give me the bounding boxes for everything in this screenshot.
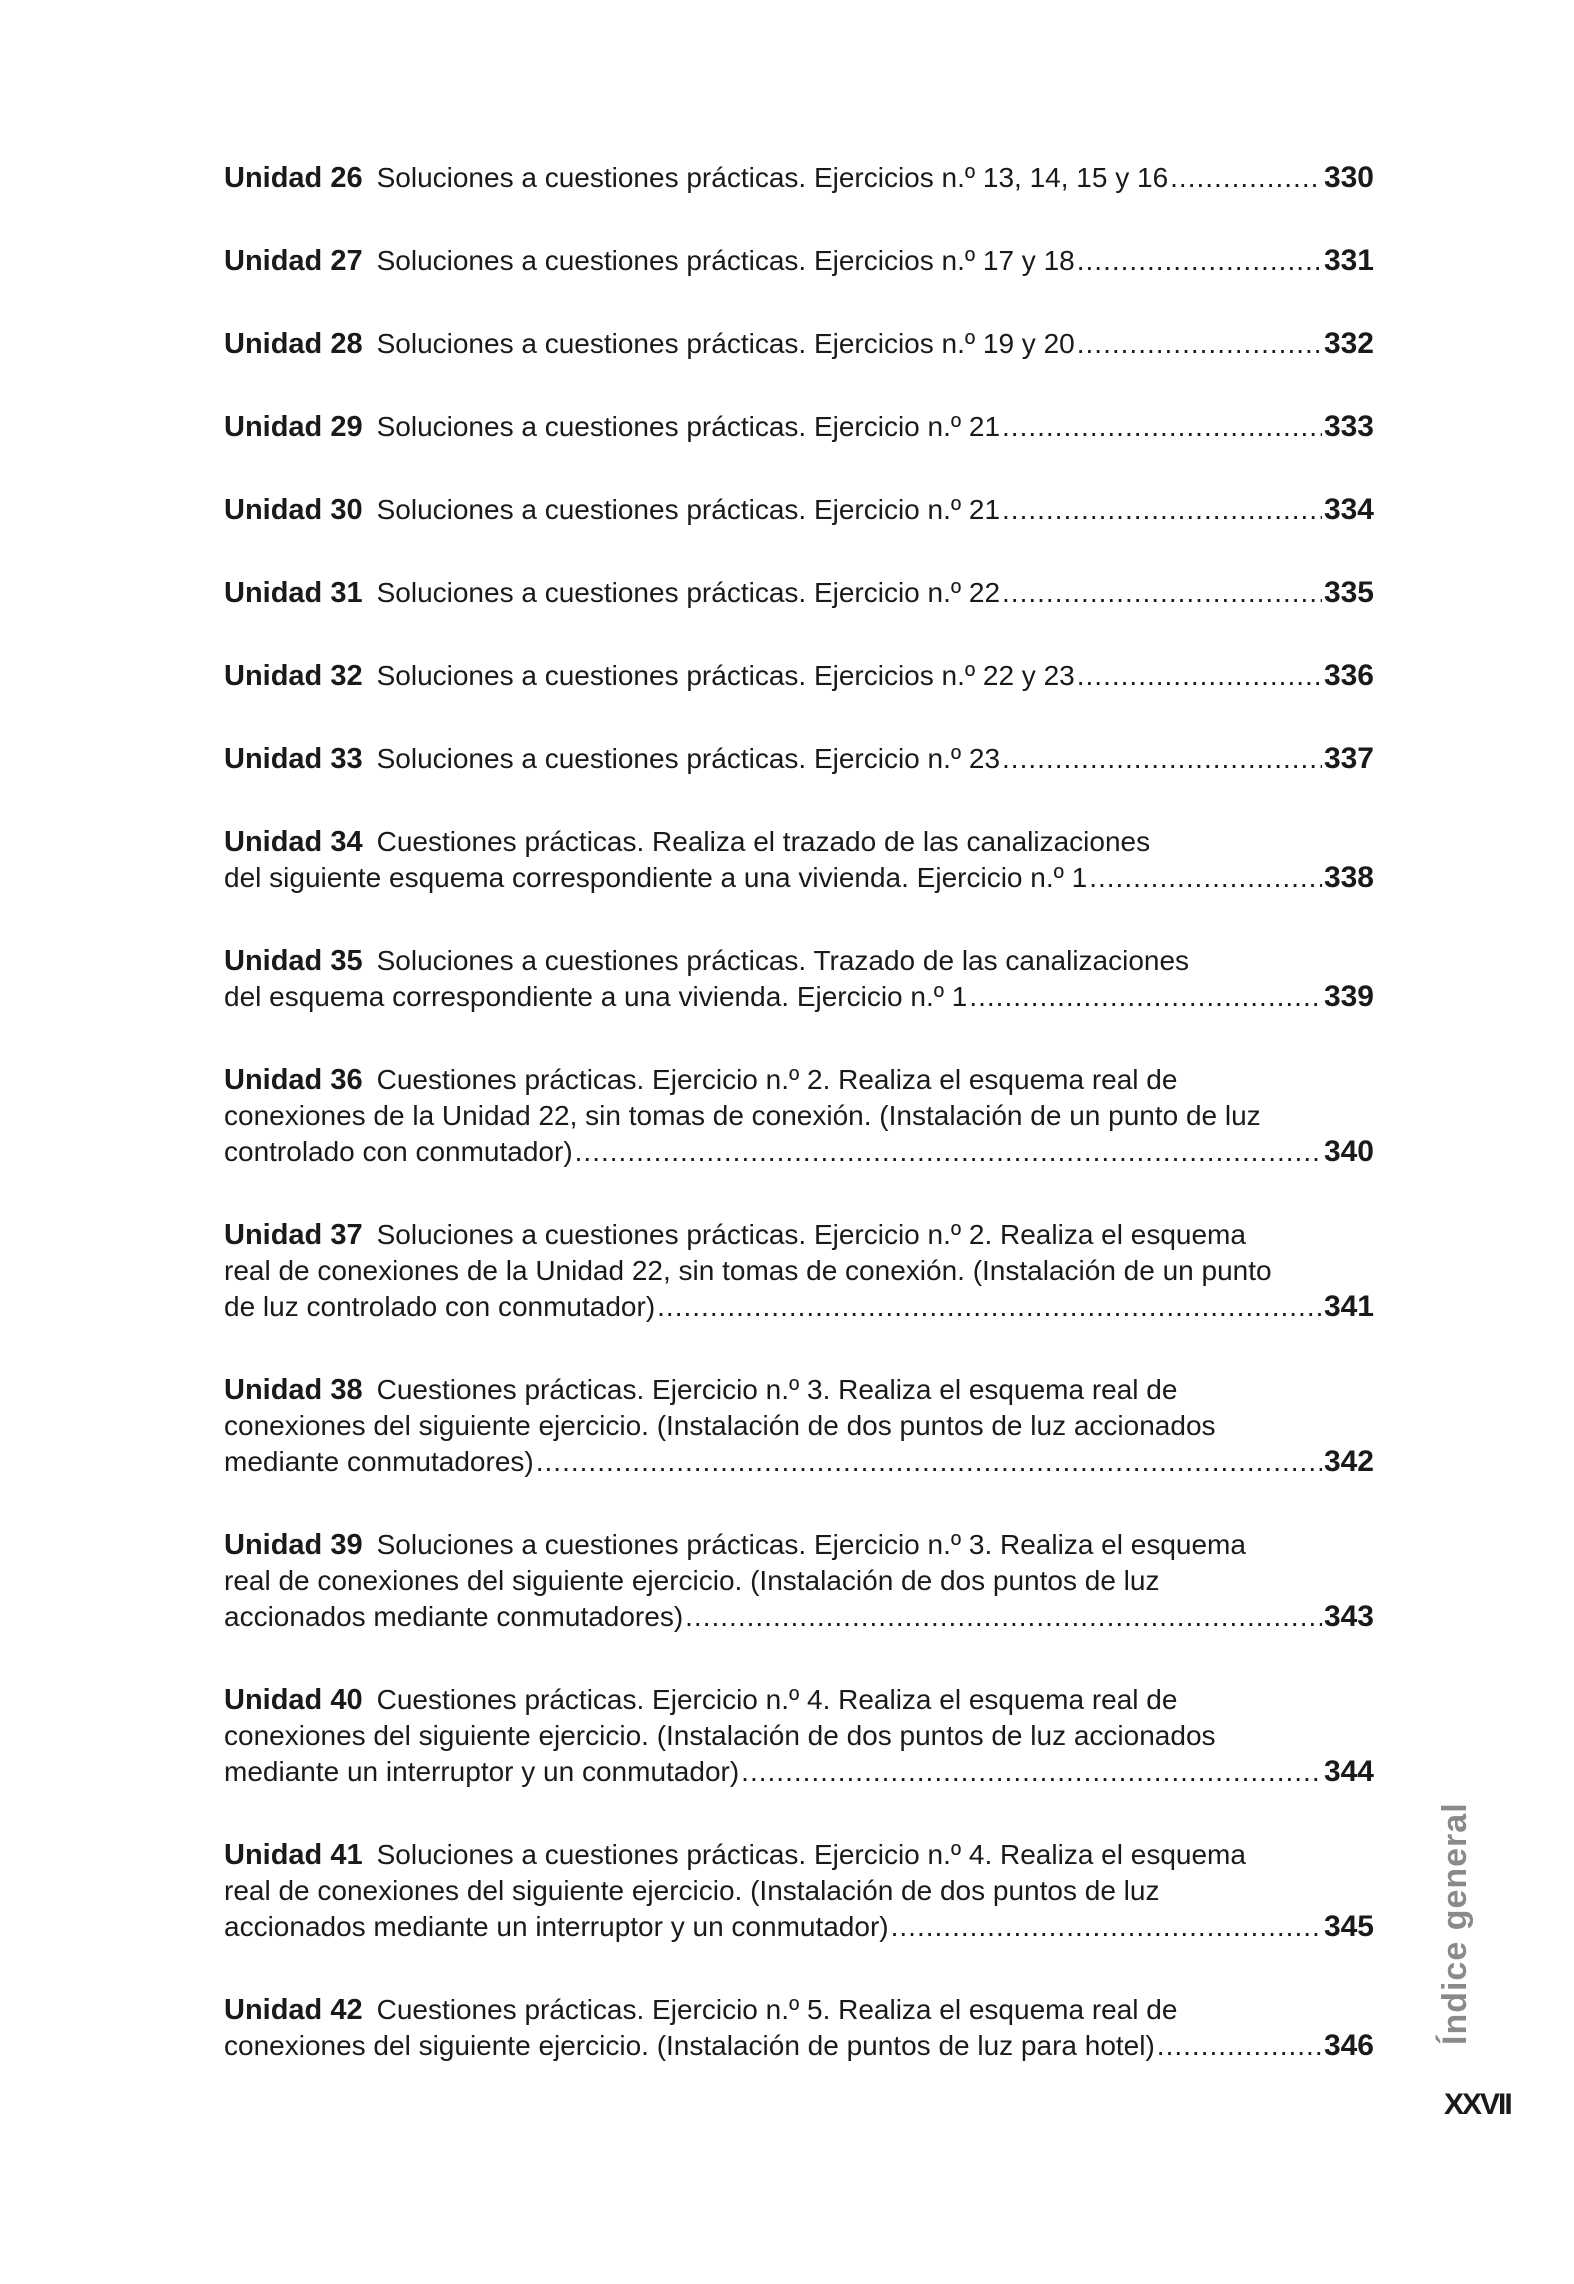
toc-entry[interactable]	[224, 326, 1374, 362]
toc-entry-text: real de conexiones del siguiente ejercicio. (Instalación de dos puntos de luz	[224, 1565, 1160, 1596]
toc-entry-text	[224, 2028, 1155, 2064]
toc-entry-title: Soluciones a cuestiones prácticas. Ejercicio n.º 23	[376, 743, 1001, 774]
toc-entry-last-line	[224, 492, 1374, 528]
dot-leader	[741, 1754, 1322, 1790]
toc-entry[interactable]	[224, 943, 1374, 1015]
toc-entry-line	[224, 1718, 1374, 1754]
toc-entry-title: Soluciones a cuestiones prácticas. Ejercicios n.º 17 y 18	[376, 245, 1075, 276]
toc-entry-last-line	[224, 1444, 1374, 1480]
toc-entry-title: del esquema correspondiente a una vivienda. Ejercicio n.º 1	[224, 981, 968, 1012]
toc-unit-label: Unidad 30	[224, 494, 363, 526]
toc-entry-last-line	[224, 243, 1374, 279]
toc-entry[interactable]	[224, 409, 1374, 445]
toc-entry-text: Soluciones a cuestiones prácticas. Ejercicio n.º 2. Realiza el esquema	[376, 1219, 1246, 1250]
toc-entry-title: Soluciones a cuestiones prácticas. Ejercicios n.º 19 y 20	[376, 328, 1075, 359]
toc-entry-text	[224, 492, 1000, 528]
toc-entry-last-line	[224, 979, 1374, 1015]
toc-entry-first-line	[224, 1527, 1374, 1563]
toc-entry-text: Cuestiones prácticas. Ejercicio n.º 2. Realiza el esquema real de	[376, 1064, 1178, 1095]
toc-entry-last-line	[224, 658, 1374, 694]
toc-entry-last-line	[224, 160, 1374, 196]
toc-page-number[interactable]: 331	[1323, 244, 1374, 277]
toc-entry-title: accionados mediante un interruptor y un conmutador)	[224, 1911, 889, 1942]
toc-page-number[interactable]: 334	[1323, 493, 1374, 526]
dot-leader	[1002, 492, 1322, 528]
toc-entry-first-line	[224, 1837, 1374, 1873]
toc-unit-label: Unidad 34	[224, 826, 363, 858]
toc-entry-text	[224, 1289, 655, 1325]
toc-unit-label: Unidad 38	[224, 1374, 363, 1406]
toc-entry[interactable]	[224, 1527, 1374, 1635]
toc-entry[interactable]	[224, 1682, 1374, 1790]
toc-entry-title: controlado con conmutador)	[224, 1136, 573, 1167]
toc-entry-first-line	[224, 1682, 1374, 1718]
toc-page-number[interactable]: 333	[1323, 410, 1374, 443]
dot-leader	[685, 1599, 1322, 1635]
toc-unit-label: Unidad 33	[224, 743, 363, 775]
toc-entry-text	[224, 1754, 739, 1790]
page-number: XXVII	[1444, 2088, 1511, 2121]
toc-unit-label: Unidad 42	[224, 1994, 363, 2026]
toc-entry-text	[224, 741, 1000, 777]
toc-page-number[interactable]: 341	[1323, 1290, 1374, 1323]
toc-entry-title: Soluciones a cuestiones prácticas. Ejercicio n.º 21	[376, 494, 1001, 525]
toc-page-number[interactable]: 346	[1323, 2029, 1374, 2062]
toc-unit-label: Unidad 37	[224, 1219, 363, 1251]
toc-entry[interactable]	[224, 492, 1374, 528]
toc-entry-line	[224, 1253, 1374, 1289]
toc-entry-title: mediante un interruptor y un conmutador)	[224, 1756, 740, 1787]
toc-unit-label: Unidad 35	[224, 945, 363, 977]
toc-unit-label: Unidad 27	[224, 245, 363, 277]
dot-leader	[657, 1289, 1322, 1325]
dot-leader	[1077, 243, 1322, 279]
toc-page-number[interactable]: 336	[1323, 659, 1374, 692]
toc-page-number[interactable]: 340	[1323, 1135, 1374, 1168]
toc-entry[interactable]	[224, 658, 1374, 694]
toc-page-number[interactable]: 332	[1323, 327, 1374, 360]
toc-page-number[interactable]: 343	[1323, 1600, 1374, 1633]
dot-leader	[575, 1134, 1322, 1170]
toc-entry-text: Soluciones a cuestiones prácticas. Trazado de las canalizaciones	[376, 945, 1190, 976]
toc-unit-label: Unidad 29	[224, 411, 363, 443]
toc-entry-text: Soluciones a cuestiones prácticas. Ejercicio n.º 4. Realiza el esquema	[376, 1839, 1246, 1870]
toc-entry-last-line	[224, 326, 1374, 362]
dot-leader	[1157, 2028, 1322, 2064]
toc-page-number[interactable]: 338	[1323, 861, 1374, 894]
toc-entry-title: conexiones del siguiente ejercicio. (Instalación de puntos de luz para hotel)	[224, 2030, 1155, 2061]
dot-leader	[1077, 326, 1322, 362]
toc-entry-text	[224, 1599, 683, 1635]
toc-entry-first-line	[224, 1217, 1374, 1253]
dot-leader	[1002, 575, 1322, 611]
toc-entry-text: conexiones de la Unidad 22, sin tomas de conexión. (Instalación de un punto de luz	[224, 1100, 1261, 1131]
toc-entry[interactable]	[224, 1837, 1374, 1945]
toc-entry-last-line	[224, 409, 1374, 445]
dot-leader	[969, 979, 1322, 1015]
toc-entry[interactable]	[224, 741, 1374, 777]
toc-entry-title: Soluciones a cuestiones prácticas. Ejercicios n.º 13, 14, 15 y 16	[376, 162, 1169, 193]
toc-entry-last-line	[224, 1134, 1374, 1170]
toc-page-number[interactable]: 345	[1323, 1910, 1374, 1943]
toc-entry-text	[224, 1909, 889, 1945]
toc-entry[interactable]	[224, 1062, 1374, 1170]
toc-entry-line	[224, 1873, 1374, 1909]
toc-entry-title: de luz controlado con conmutador)	[224, 1291, 656, 1322]
toc-entry-last-line	[224, 741, 1374, 777]
toc-entry-text	[224, 575, 1000, 611]
toc-entry-text: Cuestiones prácticas. Realiza el trazado de las canalizaciones	[376, 826, 1151, 857]
toc-page-number[interactable]: 339	[1323, 980, 1374, 1013]
toc-entry-line	[224, 1408, 1374, 1444]
toc-entry-title: Soluciones a cuestiones prácticas. Ejercicios n.º 22 y 23	[376, 660, 1075, 691]
toc-entry-text	[224, 409, 1000, 445]
toc-entry-text	[224, 1134, 573, 1170]
toc-entry-text	[224, 979, 967, 1015]
toc-entry-first-line	[224, 1372, 1374, 1408]
toc-unit-label: Unidad 26	[224, 162, 363, 194]
toc-entry-text: real de conexiones de la Unidad 22, sin tomas de conexión. (Instalación de un punto	[224, 1255, 1272, 1286]
toc-entry-title: accionados mediante conmutadores)	[224, 1601, 684, 1632]
toc-entry-text	[224, 1444, 534, 1480]
toc-entry-last-line	[224, 1289, 1374, 1325]
toc-entry-text	[224, 243, 1075, 279]
toc-entry-text: conexiones del siguiente ejercicio. (Instalación de dos puntos de luz accionados	[224, 1720, 1216, 1751]
toc-entry[interactable]	[224, 575, 1374, 611]
toc-page-number[interactable]: 337	[1323, 742, 1374, 775]
toc-entry-title: Soluciones a cuestiones prácticas. Ejercicio n.º 21	[376, 411, 1001, 442]
toc-entry-last-line	[224, 860, 1374, 896]
toc-page-number[interactable]: 342	[1323, 1445, 1374, 1478]
toc-entry-text: Cuestiones prácticas. Ejercicio n.º 4. Realiza el esquema real de	[376, 1684, 1178, 1715]
toc-unit-label: Unidad 41	[224, 1839, 363, 1871]
toc-entry[interactable]	[224, 1372, 1374, 1480]
toc-entry-text: Cuestiones prácticas. Ejercicio n.º 3. Realiza el esquema real de	[376, 1374, 1178, 1405]
toc-entry-text	[224, 160, 1168, 196]
dot-leader	[1089, 860, 1322, 896]
toc-entry-line	[224, 1098, 1374, 1134]
toc-entry[interactable]	[224, 160, 1374, 196]
dot-leader	[1077, 658, 1322, 694]
toc-entry[interactable]	[224, 1992, 1374, 2064]
toc-entry[interactable]	[224, 824, 1374, 896]
toc-entry[interactable]	[224, 1217, 1374, 1325]
toc-entry-text	[224, 860, 1087, 896]
toc-entry-first-line	[224, 943, 1374, 979]
dot-leader	[1002, 409, 1322, 445]
toc-entry-title: del siguiente esquema correspondiente a una vivienda. Ejercicio n.º 1	[224, 862, 1088, 893]
dot-leader	[536, 1444, 1322, 1480]
section-side-title: Índice general	[1436, 1802, 1474, 2045]
toc-entry-first-line	[224, 824, 1374, 860]
toc-entry-first-line	[224, 1062, 1374, 1098]
dot-leader	[1170, 160, 1322, 196]
toc-entry-title: Soluciones a cuestiones prácticas. Ejercicio n.º 22	[376, 577, 1001, 608]
toc-unit-label: Unidad 40	[224, 1684, 363, 1716]
toc-entry-text	[224, 326, 1075, 362]
dot-leader	[1002, 741, 1322, 777]
toc-entry-title: mediante conmutadores)	[224, 1446, 534, 1477]
toc-entry[interactable]	[224, 243, 1374, 279]
toc-entry-first-line	[224, 1992, 1374, 2028]
toc-entry-text: Soluciones a cuestiones prácticas. Ejercicio n.º 3. Realiza el esquema	[376, 1529, 1246, 1560]
toc-entry-last-line	[224, 1909, 1374, 1945]
dot-leader	[891, 1909, 1322, 1945]
toc-unit-label: Unidad 39	[224, 1529, 363, 1561]
toc-entry-line	[224, 1563, 1374, 1599]
toc-unit-label: Unidad 36	[224, 1064, 363, 1096]
toc-entry-text: conexiones del siguiente ejercicio. (Instalación de dos puntos de luz accionados	[224, 1410, 1216, 1441]
toc-page-number[interactable]: 330	[1323, 161, 1374, 194]
toc-entry-last-line	[224, 575, 1374, 611]
toc-unit-label: Unidad 28	[224, 328, 363, 360]
toc-entry-last-line	[224, 1599, 1374, 1635]
toc-entry-last-line	[224, 1754, 1374, 1790]
toc-page-number[interactable]: 335	[1323, 576, 1374, 609]
toc-entry-text: real de conexiones del siguiente ejercicio. (Instalación de dos puntos de luz	[224, 1875, 1160, 1906]
toc-unit-label: Unidad 32	[224, 660, 363, 692]
toc-entry-text: Cuestiones prácticas. Ejercicio n.º 5. Realiza el esquema real de	[376, 1994, 1178, 2025]
toc-page-number[interactable]: 344	[1323, 1755, 1374, 1788]
toc-entry-text	[224, 658, 1075, 694]
toc-entry-last-line	[224, 2028, 1374, 2064]
table-of-contents	[224, 160, 1374, 2111]
toc-unit-label: Unidad 31	[224, 577, 363, 609]
